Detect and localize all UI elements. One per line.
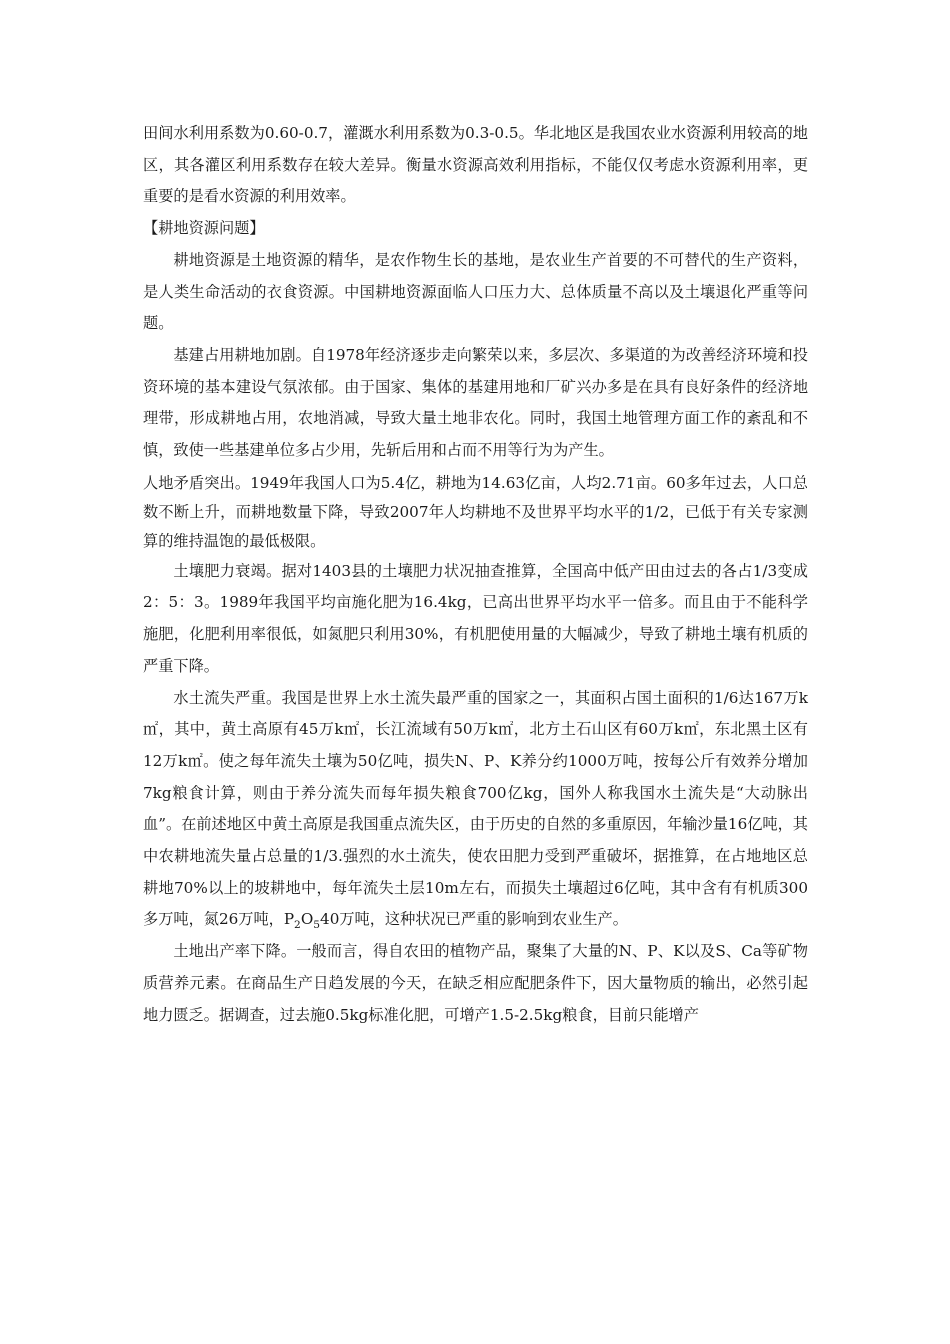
land-productivity-paragraph: 土地出产率下降。一般而言，得自农田的植物产品，聚集了大量的N、P、K以及S、Ca等矿物质营养元素。在商品生产日趋发展的今天，在缺乏相应配肥条件下，因大量物质的输出，必然引起地力匮乏。据调查，过去施0.5kg标准化肥，可增产1.5-2.5kg粮食，目前只能增产 [143, 942, 808, 1024]
farmland-intro-paragraph: 耕地资源是土地资源的精华，是农作物生长的基地，是农业生产首要的不可替代的生产资料，是人类生命活动的衣食资源。中国耕地资源面临人口压力大、总体质量不高以及土壤退化严重等问题。 [143, 250, 808, 333]
soil-erosion-paragraph: 水土流失严重。我国是世界上水土流失最严重的国家之一，其面积占国土面积的1/6达167万k㎡，其中，黄土高原有45万k㎡，长江流域有50万k㎡，北方土石山区有60万k㎡，东北黑土区有12万k㎡。使之每年流失土壤为50亿吨，损失N、P、K养分约1000万吨，按每公斤有效养分增加7kg粮食计算，则由于养分流失而每年损失粮食700亿kg，国外人称我国水土流失是“大动脉出血”。在前述地区中黄土高原是我国重点流失区，由于历史的自然的多重原因，年输沙量16亿吨，其中农耕地流失量占总量的1/3.强烈的水土流失，使农田肥力受到严重破坏，据推算，在占地地区总耕地70%以上的坡耕地中，每年流失土层10m左右，而损失土壤超过6亿吨，其中含有有机质300多万吨，氮26万吨，$P_2O_540$万吨，这种状况已严重的影响到农业生产。 [143, 688, 808, 932]
soil-fertility-paragraph: 土壤肥力衰竭。据对1403县的土壤肥力状况抽查推算，全国高中低产田由过去的各占1/3变成2：5：3。1989年我国平均亩施化肥为16.4kg，已高出世界平均水平一倍多。而且由于不能科学施肥，化肥利用率很低，如氮肥只利用30%，有机肥使用量的大幅减少，导致了耕地土壤有机质的严重下降。 [143, 561, 808, 675]
section-heading: 【耕地资源问题】 [143, 219, 265, 238]
population-land-paragraph: 人地矛盾突出。1949年我国人口为5.4亿，耕地为14.63亿亩，人均2.71亩。60多年过去，人口总数不断上升，而耕地数量下降，导致2007年人均耕地不及世界平均水平的1/2，已低于有关专家测算的维持温饱的最低极限。 [143, 473, 808, 550]
document-body [143, 118, 808, 1031]
construction-occupation-paragraph: 基建占用耕地加剧。自1978年经济逐步走向繁荣以来，多层次、多渠道的为改善经济环境和投资环境的基本建设气氛浓郁。由于国家、集体的基建用地和厂矿兴办多是在具有良好条件的经济地理带，形成耕地占用，农地消减，导致大量土地非农化。同时，我国土地管理方面工作的紊乱和不慎，致使一些基建单位多占少用，先斩后用和占而不用等行为为产生。 [143, 345, 808, 460]
water-use-paragraph: 田间水利用系数为0.60-0.7，灌溉水利用系数为0.3-0.5。华北地区是我国农业水资源利用较高的地区，其各灌区利用系数存在较大差异。衡量水资源高效利用指标，不能仅仅考虑水资源利用率，更重要的是看水资源的利用效率。 [143, 124, 808, 206]
